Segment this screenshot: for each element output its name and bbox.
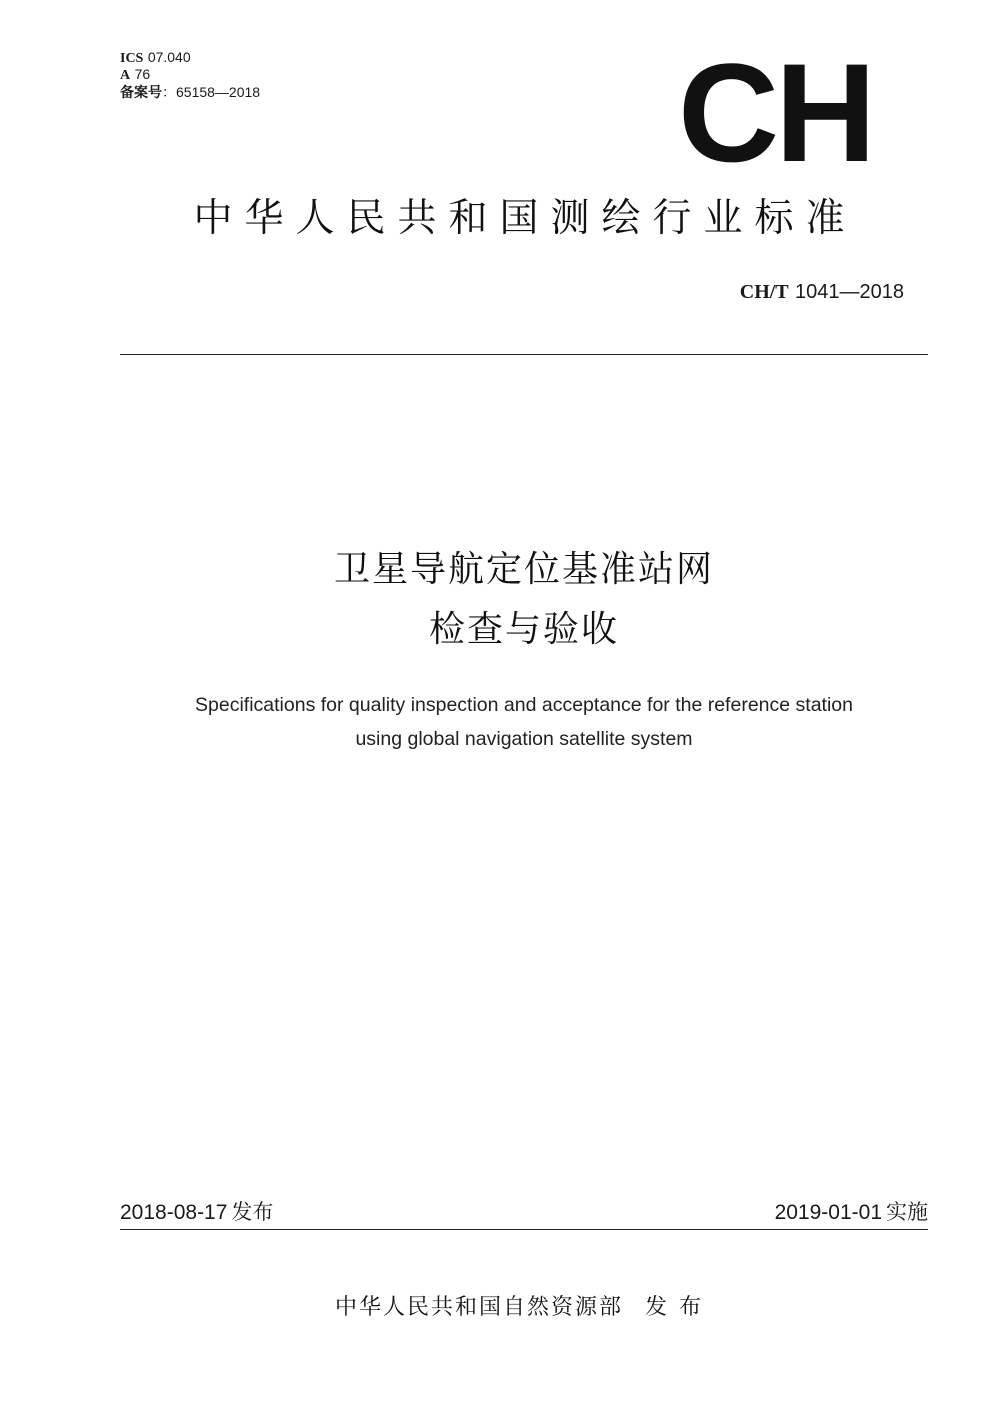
implement-date-word: 实施 bbox=[886, 1200, 928, 1224]
standard-title: 中华人民共和国测绘行业标准 bbox=[193, 196, 857, 241]
publisher-line bbox=[120, 1288, 928, 1328]
document-title-cn-line1: 卫星导航定位基准站网 bbox=[333, 549, 714, 590]
footer-divider bbox=[120, 1229, 928, 1230]
ics-label: ICS bbox=[120, 51, 144, 66]
record-value: ：65158—2018 bbox=[162, 84, 261, 100]
class-value: 76 bbox=[134, 66, 151, 82]
publisher-action: 发布 bbox=[645, 1295, 714, 1320]
classification-code bbox=[120, 66, 150, 84]
publisher-name: 中华人民共和国自然资源部 bbox=[334, 1295, 623, 1320]
issue-date-word: 发布 bbox=[231, 1200, 274, 1224]
record-label: 备案号 bbox=[120, 86, 162, 101]
standard-code-number: 1041—2018 bbox=[795, 281, 904, 303]
header-divider bbox=[120, 354, 928, 355]
document-title-en-line2: using global navigation satellite system bbox=[355, 728, 693, 750]
document-title-cn-line2: 检查与验收 bbox=[428, 609, 619, 650]
record-number bbox=[120, 84, 260, 102]
document-title-en-line1: Specifications for quality inspection and acceptance for the reference station bbox=[195, 694, 853, 716]
standard-code bbox=[740, 278, 904, 305]
implement-date-value: 2019-01-01 bbox=[774, 1201, 882, 1224]
implement-date bbox=[775, 1196, 928, 1229]
issue-date-value: 2018-08-17 bbox=[120, 1201, 228, 1224]
ch-logo: CH bbox=[678, 58, 873, 168]
issue-date bbox=[120, 1196, 273, 1229]
class-label: A bbox=[120, 68, 131, 83]
standard-code-prefix: CH/T bbox=[739, 281, 789, 303]
ics-value: 07.040 bbox=[147, 49, 191, 65]
ics-code bbox=[120, 49, 191, 67]
